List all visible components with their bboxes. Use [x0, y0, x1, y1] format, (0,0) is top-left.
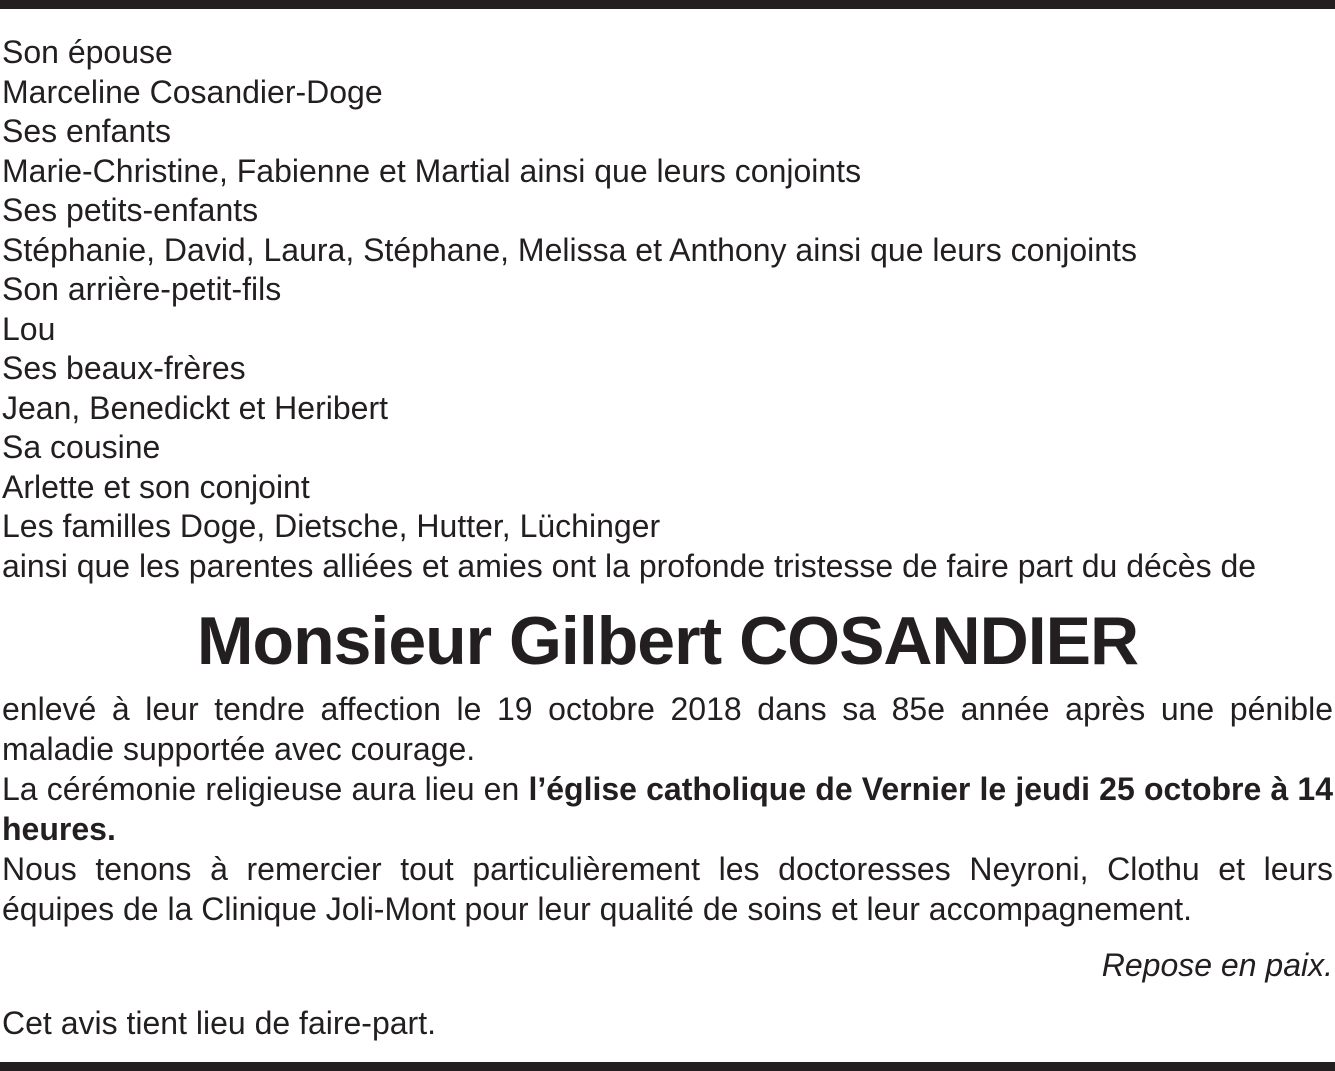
family-line: Les familles Doge, Dietsche, Hutter, Lüchinger [2, 508, 661, 544]
thanks-text: Nous tenons à remercier tout particulièrement les doctoresses Neyroni, Clothu et leurs équipes de la Clinique Joli-Mont pour leur qualité de soins et leur accompagnement. [2, 851, 1333, 927]
family-line: Sa cousine [2, 429, 161, 465]
deceased-name: Monsieur Gilbert COSANDIER [196, 603, 1139, 679]
family-line: Ses beaux-frères [2, 350, 246, 386]
notice-body [2, 689, 1333, 929]
family-line: Ses petits-enfants [2, 192, 259, 228]
family-line: Son épouse [2, 34, 173, 70]
family-line: Lou [2, 310, 56, 347]
ceremony-details: l’église catholique de Vernier le jeudi 25 octobre à 14 heures. [2, 771, 1334, 847]
bottom-border-rule [0, 1062, 1335, 1071]
family-line: Son arrière-petit-fils [2, 271, 282, 307]
family-line: Marie-Christine, Fabienne et Martial ainsi que leurs conjoints [2, 152, 862, 189]
family-line: Arlette et son conjoint [2, 468, 310, 505]
closing-phrase: Repose en paix. [1101, 947, 1333, 983]
top-border-rule [0, 0, 1335, 9]
family-list [2, 33, 1335, 586]
family-line-intro: ainsi que les parentes alliées et amies ont la profonde tristesse de faire part du décès de [2, 547, 1257, 584]
family-line: Stéphanie, David, Laura, Stéphane, Melissa et Anthony ainsi que leurs conjoints [2, 231, 1137, 268]
family-line: Jean, Benedickt et Heribert [2, 389, 388, 426]
ceremony-intro: La cérémonie religieuse aura lieu en [2, 771, 529, 807]
announcement-text: enlevé à leur tendre affection le 19 octobre 2018 dans sa 85e année après une pénible maladie supportée avec courage. [2, 691, 1333, 767]
footer-note: Cet avis tient lieu de faire-part. [2, 1005, 436, 1041]
ceremony-paragraph [2, 769, 1333, 849]
family-line: Marceline Cosandier-Doge [2, 73, 383, 110]
family-line: Ses enfants [2, 113, 171, 149]
